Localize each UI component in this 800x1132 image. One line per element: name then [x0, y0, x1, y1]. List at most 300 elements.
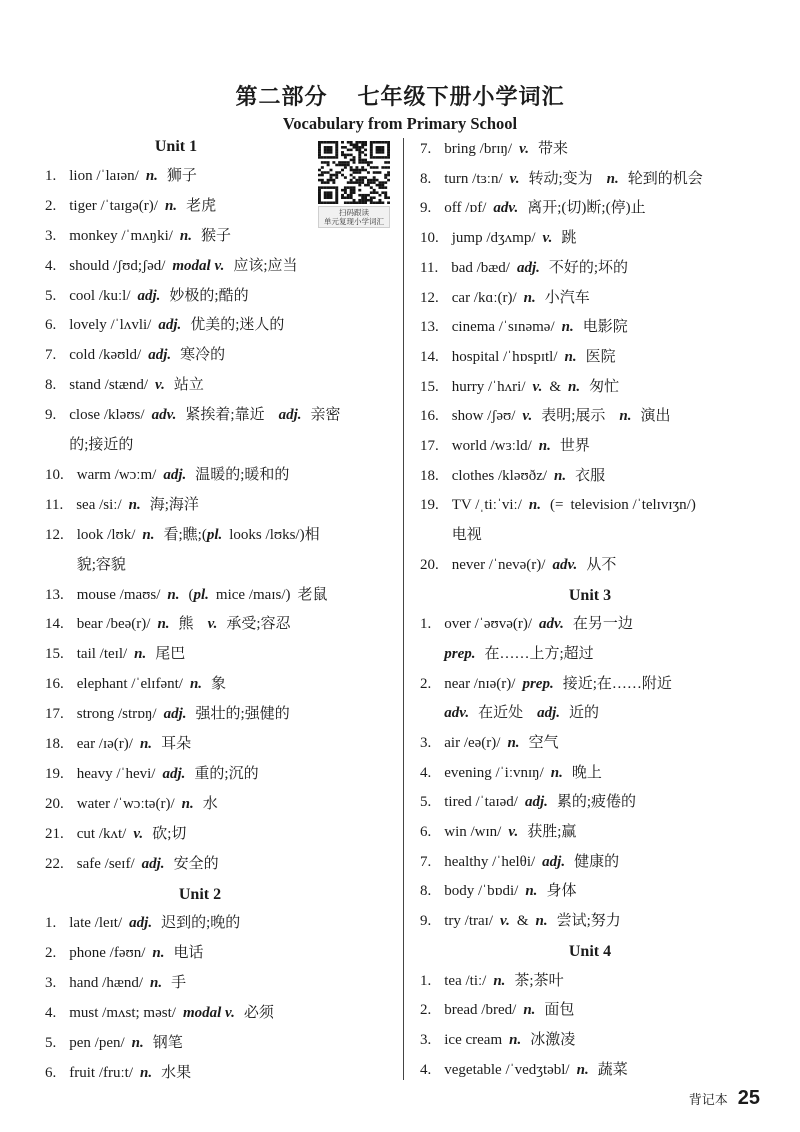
meaning: 带来 — [537, 141, 568, 157]
part-of-speech: n. — [189, 676, 203, 693]
vocab-entry — [45, 461, 395, 491]
entry-line — [444, 194, 645, 224]
entry-line — [452, 551, 617, 581]
entry-number: 3. — [420, 734, 432, 751]
meaning: 电话 — [173, 945, 204, 962]
part-of-speech: n. — [164, 197, 178, 214]
part-of-speech: n. — [619, 408, 632, 425]
meaning: 钢笔 — [152, 1035, 183, 1052]
entry-number: 13. — [45, 586, 64, 603]
entry-number: 12. — [420, 289, 439, 306]
entry-body — [452, 432, 590, 462]
entry-line — [69, 371, 204, 401]
headword-phonetic: should /ʃʊd;ʃəd/ — [69, 257, 166, 274]
part-of-speech: n. — [150, 975, 163, 992]
entry-line — [452, 491, 696, 521]
meaning: 海;海洋 — [149, 496, 199, 513]
meaning: 面包 — [544, 1002, 575, 1019]
entry-line — [444, 877, 576, 907]
entry-number: 12. — [45, 526, 64, 543]
entry-body — [77, 790, 218, 820]
meaning: 强壮的;强健的 — [195, 706, 290, 723]
entry-body — [444, 759, 602, 789]
left-column — [45, 132, 395, 1089]
meaning: 在另一边 — [572, 616, 633, 633]
meaning: 近的 — [569, 705, 600, 722]
vocab-entry — [420, 759, 760, 789]
entry-line — [77, 610, 291, 640]
vocab-entry — [45, 730, 395, 760]
headword-phonetic: close /kləʊs/ — [69, 407, 145, 424]
meaning: 世界 — [559, 438, 590, 455]
entry-number: 5. — [45, 1035, 57, 1052]
entry-line — [77, 581, 328, 611]
vocab-entry — [420, 343, 760, 373]
entry-body — [452, 373, 619, 403]
entry-number: 15. — [420, 378, 439, 395]
part-of-speech: adj. — [278, 407, 302, 424]
meaning: 匆忙 — [589, 378, 620, 395]
entry-number: 17. — [420, 438, 439, 455]
meaning: 温暖的;暖和的 — [195, 466, 290, 483]
headword-phonetic: television /ˈtelɪvɪʒn/) — [570, 497, 696, 514]
part-of-speech: n. — [507, 734, 520, 751]
part-of-speech: v. — [155, 377, 165, 394]
part-of-speech: pl. — [193, 586, 209, 603]
entry-line — [452, 521, 696, 551]
entry-body — [77, 850, 219, 880]
part-of-speech: v. — [542, 230, 553, 247]
entry-line — [77, 790, 218, 820]
meaning: 看;瞧;( — [163, 526, 207, 543]
vocab-entry — [420, 1026, 760, 1056]
entry-body — [444, 165, 703, 195]
part-of-speech: v. — [508, 824, 519, 841]
vocab-entry — [45, 640, 395, 670]
vocab-entry — [420, 135, 760, 165]
meaning: 累的;疲倦的 — [556, 794, 637, 811]
meaning: 老鼠 — [297, 586, 328, 603]
headword-phonetic: fruit /fruːt/ — [69, 1065, 133, 1081]
entry-line — [77, 640, 186, 670]
vocab-entry — [420, 877, 760, 907]
part-of-speech: v. — [532, 378, 543, 395]
page-footer — [689, 1085, 760, 1111]
entry-line — [69, 192, 216, 222]
entry-body — [69, 969, 186, 999]
entry-number: 7. — [45, 347, 57, 364]
headword-phonetic: bring /brɪŋ/ — [444, 141, 513, 157]
meaning: 身体 — [546, 883, 577, 900]
entry-number: 3. — [45, 975, 57, 992]
part-of-speech: adj. — [158, 317, 182, 334]
entry-number: 2. — [45, 197, 57, 214]
part-of-speech: modal v. — [172, 257, 225, 274]
entry-number: 2. — [420, 675, 432, 692]
meaning: 医院 — [585, 348, 616, 365]
part-of-speech: n. — [139, 736, 153, 753]
entry-line — [69, 999, 274, 1029]
headword-phonetic: cinema /ˈsɪnəmə/ — [451, 319, 555, 336]
entry-number: 4. — [45, 1005, 57, 1022]
entry-number: 4. — [45, 257, 57, 274]
meaning: 站立 — [173, 377, 204, 394]
entry-line — [452, 462, 605, 492]
headword-phonetic: never /ˈnevə(r)/ — [451, 556, 546, 573]
headword-phonetic: turn /tɜːn/ — [444, 170, 503, 187]
entry-number: 9. — [420, 913, 432, 930]
entry-line — [69, 909, 240, 939]
headword-phonetic: jump /dʒʌmp/ — [451, 230, 536, 247]
entry-body — [76, 491, 199, 521]
entry-line — [444, 818, 576, 848]
vocab-entry — [420, 788, 760, 818]
vocab-entry — [45, 282, 395, 312]
headword-phonetic: must /mʌst; məst/ — [69, 1005, 176, 1022]
entry-line — [444, 610, 633, 640]
headword-phonetic: car /kɑː(r)/ — [451, 289, 517, 306]
part-of-speech: n. — [134, 646, 147, 663]
headword-phonetic: cold /kəʊld/ — [69, 347, 142, 364]
headword-phonetic: ear /ɪə(r)/ — [76, 736, 133, 753]
entry-body — [452, 462, 605, 492]
meaning: 转动;变为 — [528, 170, 593, 187]
part-of-speech: n. — [568, 378, 581, 395]
vocab-entry — [45, 820, 395, 850]
entry-body — [452, 491, 696, 550]
vocab-entry — [45, 341, 395, 371]
entry-line — [452, 343, 616, 373]
entry-number: 7. — [420, 141, 432, 157]
entry-body — [444, 877, 576, 907]
entry-line — [77, 551, 320, 581]
meaning: 冰激凌 — [530, 1031, 576, 1048]
part-of-speech: n. — [157, 616, 170, 633]
entry-body — [77, 640, 186, 670]
meaning: 砍;切 — [152, 825, 187, 842]
headword-phonetic: ice cream — [444, 1031, 503, 1048]
unit-heading: Unit 1 — [154, 138, 198, 155]
part-of-speech: n. — [142, 526, 155, 543]
headword-phonetic: bad /bæd/ — [451, 259, 510, 276]
meaning: 妙极的;酷的 — [169, 287, 249, 304]
meaning: 水 — [202, 795, 218, 812]
meaning: 获胜;赢 — [527, 824, 577, 841]
part-of-speech: n. — [179, 227, 193, 244]
headword-phonetic: look /lʊk/ — [76, 526, 136, 543]
part-of-speech: n. — [554, 467, 567, 484]
meaning: 健康的 — [574, 853, 620, 870]
meaning: 紧挨着;靠近 — [185, 407, 265, 424]
headword-phonetic: tail /teɪl/ — [76, 646, 128, 663]
part-of-speech: n. — [181, 795, 194, 812]
entry-number: 16. — [45, 676, 64, 693]
qr-caption-line-2: 单元复现小学词汇 — [324, 217, 384, 226]
meaning: 小汽车 — [544, 289, 590, 306]
headword-phonetic: clothes /kləʊðz/ — [451, 467, 548, 484]
entry-body — [444, 670, 672, 729]
part-of-speech: adv. — [539, 616, 564, 633]
meaning: 寒冷的 — [180, 347, 226, 364]
entry-line — [444, 165, 703, 195]
part-of-speech: n. — [550, 764, 563, 781]
meaning: 水果 — [161, 1065, 192, 1081]
vocab-entry — [45, 311, 395, 341]
vocab-entry — [45, 1059, 395, 1089]
headword-phonetic: strong /strɒŋ/ — [76, 706, 157, 723]
entry-number: 13. — [420, 319, 439, 336]
part-of-speech: adv. — [552, 556, 578, 573]
meaning: 必须 — [243, 1005, 274, 1022]
entry-line — [452, 284, 590, 314]
meaning: 猴子 — [201, 227, 232, 244]
vocab-entry — [45, 999, 395, 1029]
meaning: ( — [188, 586, 194, 603]
part-of-speech: n. — [528, 497, 541, 514]
part-of-speech: v. — [207, 616, 218, 633]
entry-number: 1. — [45, 915, 57, 932]
vocab-entry — [420, 818, 760, 848]
part-of-speech: n. — [152, 945, 165, 962]
part-of-speech: prep. — [444, 645, 476, 662]
entry-number: 6. — [45, 317, 57, 334]
headword-phonetic: stand /stænd/ — [69, 377, 149, 394]
part-of-speech: n. — [131, 1035, 144, 1052]
vocab-entry — [420, 996, 760, 1026]
part-of-speech: n. — [538, 438, 551, 455]
entry-number: 8. — [420, 170, 432, 187]
vocab-entry — [45, 850, 395, 880]
headword-phonetic: water /ˈwɔːtə(r)/ — [76, 795, 175, 812]
vocab-entry — [420, 284, 760, 314]
entry-body — [452, 313, 628, 343]
headword-phonetic: monkey /ˈmʌŋki/ — [69, 227, 173, 244]
page-number: 25 — [737, 1087, 760, 1109]
part-of-speech: adj. — [524, 794, 548, 811]
entry-number: 18. — [420, 467, 439, 484]
qr-caption-line-1: 扫码跟读 — [339, 208, 369, 217]
entry-line — [77, 521, 320, 551]
entry-body — [69, 192, 216, 222]
headword-phonetic: heavy /ˈhevi/ — [76, 765, 156, 782]
vocab-entry — [420, 373, 760, 403]
vocab-entry — [420, 402, 760, 432]
entry-line — [69, 939, 203, 969]
entry-body — [69, 341, 225, 371]
meaning: 貌;容貌 — [76, 556, 126, 573]
headword-phonetic: pen /pen/ — [69, 1035, 125, 1052]
entry-body — [77, 760, 259, 790]
meaning: 狮子 — [166, 167, 197, 184]
entry-body — [444, 1026, 575, 1056]
entry-number: 21. — [45, 825, 64, 842]
entry-body — [452, 402, 671, 432]
entry-body — [69, 311, 284, 341]
entry-line — [76, 491, 199, 521]
column-divider — [403, 138, 404, 1080]
meaning: 表明;展示 — [541, 408, 606, 425]
part-of-speech: adv. — [493, 200, 519, 217]
part-of-speech: v. — [509, 170, 520, 187]
entry-number: 1. — [420, 972, 432, 989]
entry-number: 2. — [420, 1002, 432, 1019]
entry-number: 19. — [420, 497, 439, 514]
vocab-entry — [45, 610, 395, 640]
meaning: 亲密 — [310, 407, 341, 424]
entry-line — [69, 401, 340, 431]
vocab-entry — [45, 581, 395, 611]
meaning: 电影院 — [582, 319, 628, 336]
entry-line — [69, 969, 186, 999]
part-of-speech: v. — [519, 141, 529, 157]
entry-line — [444, 788, 636, 818]
meaning: 跳 — [561, 230, 577, 247]
entry-line — [77, 820, 187, 850]
title-main: 七年级下册小学词汇 — [357, 84, 565, 109]
entry-body — [444, 610, 633, 669]
entry-line — [69, 341, 225, 371]
meaning: 手 — [171, 975, 187, 992]
vocab-entry — [420, 610, 760, 669]
vocab-entry — [45, 371, 395, 401]
entry-number: 2. — [45, 945, 57, 962]
page-subtitle: Vocabulary from Primary School — [282, 114, 518, 133]
entry-line — [69, 222, 231, 252]
headword-phonetic: body /ˈbɒdi/ — [444, 883, 519, 900]
entry-body — [69, 1059, 191, 1089]
vocab-entry — [420, 224, 760, 254]
headword-phonetic: air /eə(r)/ — [444, 734, 501, 751]
vocab-entry — [45, 939, 395, 969]
entry-body — [77, 670, 226, 700]
entry-number: 11. — [45, 496, 64, 513]
entry-number: 14. — [420, 348, 439, 365]
entry-body — [69, 401, 340, 461]
entry-body — [69, 282, 248, 312]
entry-body — [444, 729, 558, 759]
headword-phonetic: looks /lʊks/) — [229, 526, 305, 543]
part-of-speech: adj. — [148, 347, 172, 364]
meaning: 在……上方;超过 — [484, 645, 594, 662]
part-of-speech: modal v. — [182, 1005, 235, 1022]
entry-line — [452, 373, 619, 403]
headword-phonetic: healthy /ˈhelθi/ — [444, 853, 536, 870]
vocab-entry — [420, 491, 760, 550]
meaning: 承受;容忍 — [226, 616, 291, 633]
headword-phonetic: evening /ˈiːvnɪŋ/ — [444, 764, 544, 781]
entry-body — [77, 700, 290, 730]
entry-number: 15. — [45, 646, 64, 663]
entry-line — [444, 907, 621, 937]
entry-line — [69, 162, 197, 192]
vocab-entry — [45, 670, 395, 700]
vocab-entry — [45, 491, 395, 521]
headword-phonetic: win /wɪn/ — [444, 824, 502, 841]
headword-phonetic: hospital /ˈhɒspɪtl/ — [451, 348, 558, 365]
entry-line — [77, 670, 226, 700]
entry-body — [69, 999, 274, 1029]
entry-number: 20. — [45, 795, 64, 812]
vocab-entry — [45, 252, 395, 282]
vocab-entry — [45, 1029, 395, 1059]
entry-body — [452, 284, 590, 314]
entry-number: 10. — [45, 466, 64, 483]
entry-body — [452, 224, 577, 254]
entry-line — [77, 461, 290, 491]
vocab-entry — [420, 1056, 760, 1086]
entry-body — [77, 610, 291, 640]
meaning: 演出 — [640, 408, 671, 425]
entry-line — [69, 1059, 191, 1089]
meaning: 尾巴 — [155, 646, 186, 663]
entry-line — [444, 670, 672, 700]
vocab-entry — [420, 729, 760, 759]
entry-number: 5. — [45, 287, 57, 304]
part-of-speech: n. — [525, 883, 538, 900]
entry-line — [444, 135, 568, 165]
entry-line — [77, 730, 191, 760]
entry-line — [69, 311, 284, 341]
part-of-speech: n. — [535, 913, 548, 930]
meaning: 轮到的机会 — [627, 170, 703, 187]
unit-heading: Unit 2 — [178, 885, 222, 903]
entry-line — [77, 760, 259, 790]
headword-phonetic: late /leɪt/ — [69, 915, 123, 932]
part-of-speech: n. — [509, 1031, 522, 1048]
part-of-speech: adj. — [163, 706, 187, 723]
headword-phonetic: hurry /ˈhʌri/ — [451, 378, 526, 395]
headword-phonetic: lovely /ˈlʌvli/ — [69, 317, 152, 334]
entry-line — [444, 699, 672, 729]
entry-line — [452, 402, 671, 432]
meaning: 在近处 — [478, 705, 524, 722]
entry-body — [444, 996, 574, 1026]
unit-heading: Unit 3 — [568, 586, 612, 604]
entry-number: 17. — [45, 706, 64, 723]
meaning: 晚上 — [571, 764, 602, 781]
vocab-entry — [420, 165, 760, 195]
entry-number: 9. — [420, 200, 432, 217]
headword-phonetic: off /ɒf/ — [444, 200, 487, 217]
entry-body — [452, 551, 617, 581]
meaning: 应该;应当 — [233, 257, 298, 274]
entry-body — [77, 581, 328, 611]
vocab-entry — [420, 551, 760, 581]
headword-phonetic: show /ʃəʊ/ — [451, 408, 516, 425]
entry-line — [69, 252, 297, 282]
meaning: 相 — [304, 526, 320, 543]
meaning: 茶;茶叶 — [514, 972, 564, 989]
meaning: 熊 — [178, 616, 194, 633]
vocab-entry — [45, 909, 395, 939]
entry-line — [444, 848, 619, 878]
meaning: 耳朵 — [161, 736, 192, 753]
headword-phonetic: warm /wɔːm/ — [76, 466, 157, 483]
entry-number: 16. — [420, 408, 439, 425]
headword-phonetic: hand /hænd/ — [69, 975, 143, 992]
headword-phonetic: elephant /ˈelɪfənt/ — [76, 676, 183, 693]
headword-phonetic: tired /ˈtaɪəd/ — [444, 794, 518, 811]
part-of-speech: n. — [523, 1002, 536, 1019]
entry-body — [444, 967, 563, 997]
headword-phonetic: lion /ˈlaɪən/ — [69, 167, 139, 184]
vocab-entry — [420, 462, 760, 492]
entry-line — [69, 1029, 183, 1059]
meaning: (= — [549, 497, 564, 514]
headword-phonetic: tiger /ˈtaɪgə(r)/ — [69, 197, 158, 214]
meaning: 老虎 — [186, 197, 217, 214]
meaning: 接近;在……附近 — [562, 675, 672, 692]
